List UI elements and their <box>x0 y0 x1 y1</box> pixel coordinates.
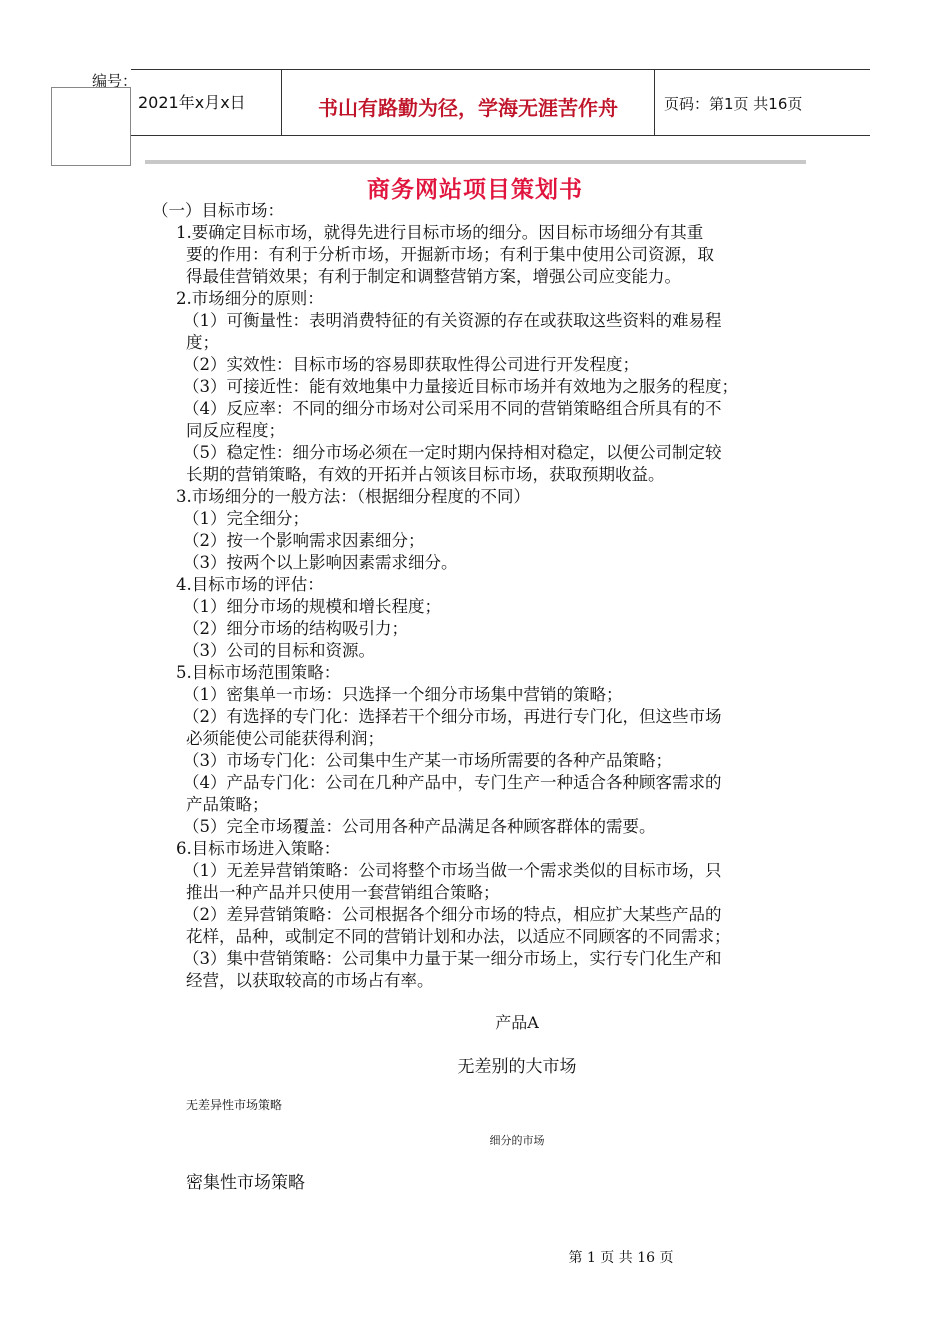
body-line: 长期的营销策略，有效的开拓并占领该目标市场，获取预期收益。 <box>186 465 665 484</box>
body-line: （2）实效性：目标市场的容易即获取性得公司进行开发程度； <box>183 355 639 374</box>
header-page-info: 页码：第1页 共16页 <box>664 95 803 113</box>
market-label: 无差别的大市场 <box>457 1057 577 1077</box>
strategy-concentrated-label: 密集性市场策略 <box>186 1173 305 1193</box>
body-line: 度； <box>186 333 219 352</box>
body-line: （4）反应率：不同的细分市场对公司采用不同的营销策略组合所具有的不 <box>183 399 722 418</box>
body-line: 2.市场细分的原则： <box>176 289 324 308</box>
product-label: 产品A <box>495 1013 539 1032</box>
body-line: （2）差异营销策略：公司根据各个细分市场的特点，相应扩大某些产品的 <box>183 905 722 924</box>
body-line: （3）市场专门化：公司集中生产某一市场所需要的各种产品策略； <box>183 751 672 770</box>
body-line: （3）集中营销策略：公司集中力量于某一细分市场上，实行专门化生产和 <box>183 949 722 968</box>
body-line: 6.目标市场进入策略： <box>176 839 341 858</box>
number-label: 编号： <box>92 72 138 90</box>
body-line: （1）细分市场的规模和增长程度； <box>183 597 441 616</box>
body-line: （3）可接近性：能有效地集中力量接近目标市场并有效地为之服务的程度； <box>183 377 738 396</box>
body-line: （2）有选择的专门化：选择若干个细分市场，再进行专门化，但这些市场 <box>183 707 722 726</box>
body-line: （1）可衡量性：表明消费特征的有关资源的存在或获取这些资料的难易程 <box>183 311 722 330</box>
page-footer: 第 1 页 共 16 页 <box>568 1250 674 1266</box>
body-line: 1.要确定目标市场，就得先进行目标市场的细分。因目标市场细分有其重 <box>176 223 704 242</box>
body-line: 要的作用：有利于分析市场，开掘新市场；有利于集中使用公司资源，取 <box>186 245 714 264</box>
body-line: 产品策略； <box>186 795 269 814</box>
body-line: （1）无差异营销策略：公司将整个市场当做一个需求类似的目标市场，只 <box>183 861 722 880</box>
body-line: 4.目标市场的评估： <box>176 575 324 594</box>
header-motto: 书山有路勤为径，学海无涯苦作舟 <box>318 96 618 120</box>
body-line: （2）按一个影响需求因素细分； <box>183 531 425 550</box>
body-line: 经营，以获取较高的市场占有率。 <box>186 971 434 990</box>
header-date: 2021年x月x日 <box>138 93 246 112</box>
body-line: 花样，品种，或制定不同的营销计划和办法，以适应不同顾客的不同需求； <box>186 927 731 946</box>
body-line: （一）目标市场： <box>152 201 284 220</box>
header-divider-2 <box>654 69 655 136</box>
body-line: （3）公司的目标和资源。 <box>183 641 375 660</box>
header-top-rule <box>131 69 870 70</box>
segmented-market-label: 细分的市场 <box>489 1134 545 1147</box>
number-box <box>51 87 131 166</box>
body-line: （5）稳定性：细分市场必须在一定时期内保持相对稳定，以便公司制定较 <box>183 443 722 462</box>
body-line: 必须能使公司能获得利润； <box>186 729 384 748</box>
body-line: （3）按两个以上影响因素需求细分。 <box>183 553 458 572</box>
body-line: （4）产品专门化：公司在几种产品中，专门生产一种适合各种顾客需求的 <box>183 773 722 792</box>
body-line: 得最佳营销效果；有利于制定和调整营销方案，增强公司应变能力。 <box>186 267 681 286</box>
document-title: 商务网站项目策划书 <box>367 177 583 203</box>
body-line: 同反应程度； <box>186 421 285 440</box>
body-line: （5）完全市场覆盖：公司用各种产品满足各种顾客群体的需要。 <box>183 817 656 836</box>
body-line: （1）完全细分； <box>183 509 309 528</box>
header-divider-1 <box>281 69 282 136</box>
header-bottom-rule <box>131 135 870 136</box>
body-line: 5.目标市场范围策略： <box>176 663 341 682</box>
header-separator-bar <box>145 160 806 164</box>
body-line: （1）密集单一市场：只选择一个细分市场集中营销的策略； <box>183 685 623 704</box>
body-line: （2）细分市场的结构吸引力； <box>183 619 408 638</box>
body-line: 推出一种产品并只使用一套营销组合策略； <box>186 883 500 902</box>
body-line: 3.市场细分的一般方法：（根据细分程度的不同） <box>176 487 530 506</box>
strategy-undifferentiated-label: 无差异性市场策略 <box>186 1098 283 1112</box>
